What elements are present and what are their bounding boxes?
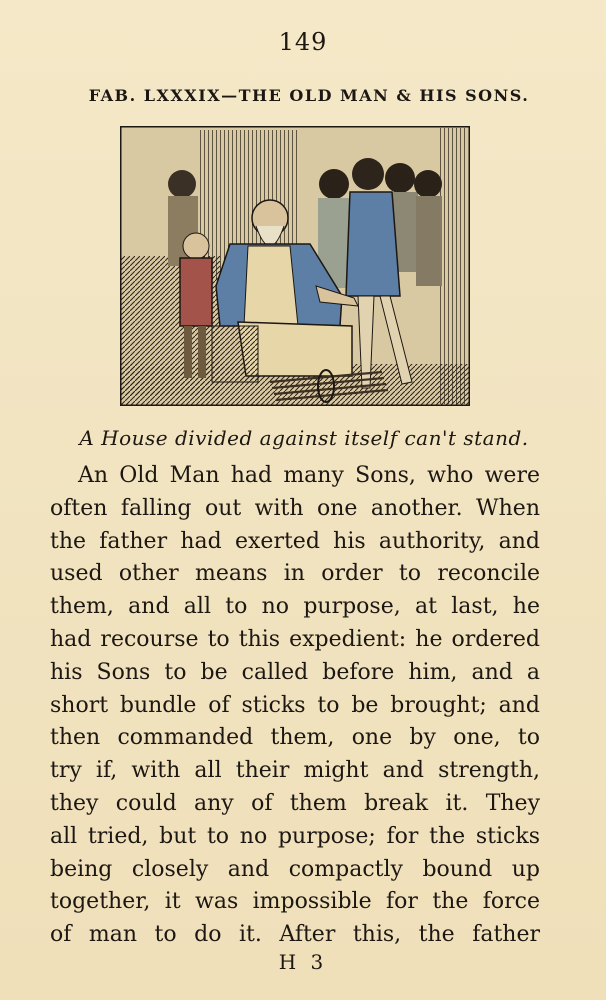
fable-title: FAB. LXXXIX—THE OLD MAN & HIS SONS. [88, 86, 530, 105]
body-line: used other means in order to reconcile [50, 561, 540, 587]
body-line: being closely and compactly bound up [50, 856, 540, 882]
body-line: them, and all to no purpose, at last, he [50, 594, 540, 620]
woodcut-illustration [120, 126, 470, 406]
fable-body [50, 460, 540, 952]
body-line: his Sons to be called before him, and a [50, 659, 540, 685]
body-line: they could any of them break it. They [50, 790, 540, 816]
page-number: 149 [278, 28, 328, 56]
body-line: then commanded them, one by one, to [50, 725, 540, 751]
body-line: together, it was impossible for the force [50, 889, 540, 915]
body-line: of man to do it. After this, the father [50, 922, 540, 948]
body-line: often falling out with one another. When [50, 495, 540, 521]
body-line: had recourse to this expedient: he ordered [50, 626, 540, 652]
body-line: all tried, but to no purpose; for the sticks [50, 823, 540, 849]
fable-motto: A House divided against itself can't stand. [79, 426, 529, 450]
body-line: the father had exerted his authority, and [50, 528, 540, 554]
signature-mark: H 3 [278, 950, 328, 974]
body-line: short bundle of sticks to be brought; and [50, 692, 540, 718]
body-line: try if, with all their might and strength, [50, 758, 540, 784]
body-line: An Old Man had many Sons, who were [78, 463, 540, 488]
